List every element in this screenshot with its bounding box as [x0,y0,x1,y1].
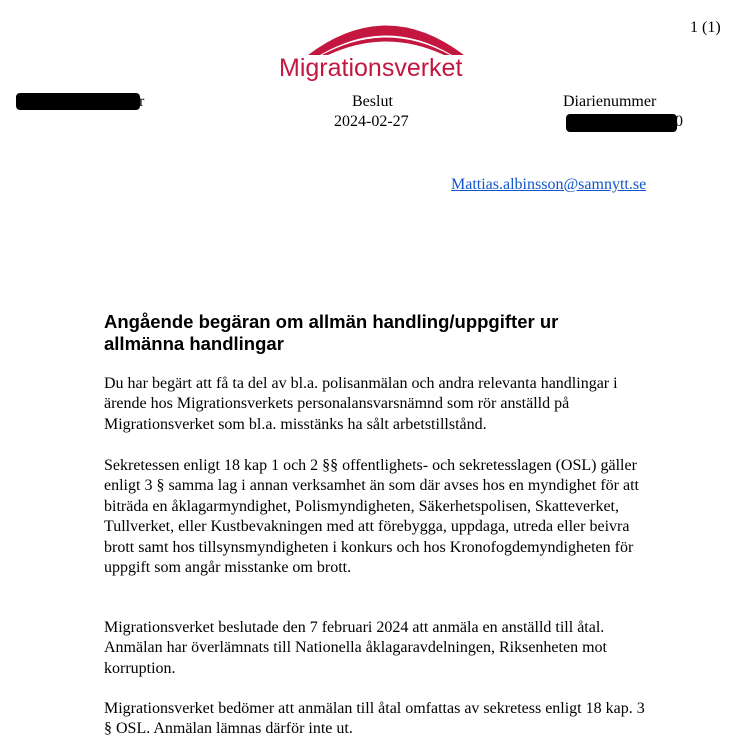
body-paragraph-1: Du har begärt att få ta del av bl.a. polisanmälan och andra relevanta handlingar i ärende hos Migrationsverkets personalansvarsnämnd som rör anställd på Migrationsverket som bl.a. misstänks ha sålt arbetstillstånd. [104,375,618,433]
beslut-date: 2024-02-27 [334,113,409,130]
redacted-block-sender [16,93,140,110]
body-paragraph-4: Migrationsverket bedömer att anmälan till åtal omfattas av sekretess enligt 18 kap. 3 § OSL. Anmälan lämnas därför inte ut. [104,700,645,738]
sender-tail-text: r [139,93,145,110]
body-paragraph-2: Sekretessen enligt 18 kap 1 och 2 §§ offentlighets- och sekretesslagen (OSL) gäller enligt 3 § samma lag i annan verksamhet än som där avses hos en myndighet för att biträda en åklagarmyndighet, Polismyndigheten, Säkerhetspolisen, Skatteverket, Tullverket, eller Kustbevakningen med att förebygga, uppdaga, utreda eller beivra brott samt hos tillsynsmyndigheten i konkurs och hos Kronofogdemyndigheten för uppgift som angår misstanke om brott. [104,457,639,577]
recipient-email-link[interactable]: Mattias.albinsson@samnytt.se [451,176,647,193]
page-number: 1 (1) [690,19,721,36]
diarienummer-label: Diarienummer [563,93,657,110]
logo-wordmark: Migrationsverket [279,54,463,82]
diarienummer-tail: 0 [675,113,683,130]
subject-heading: Angående begäran om allmän handling/uppgifter ur allmänna handlingar [104,311,559,354]
redacted-block-diarienummer [566,114,677,132]
beslut-label: Beslut [352,93,393,110]
body-paragraph-3: Migrationsverket beslutade den 7 februari 2024 att anmäla en anställd till åtal. Anmälan har överlämnats till Nationella åklagaravdelningen, Riksenheten mot korruption. [104,619,607,677]
logo-arch-icon [276,14,476,59]
migrationsverket-logo [276,14,476,86]
